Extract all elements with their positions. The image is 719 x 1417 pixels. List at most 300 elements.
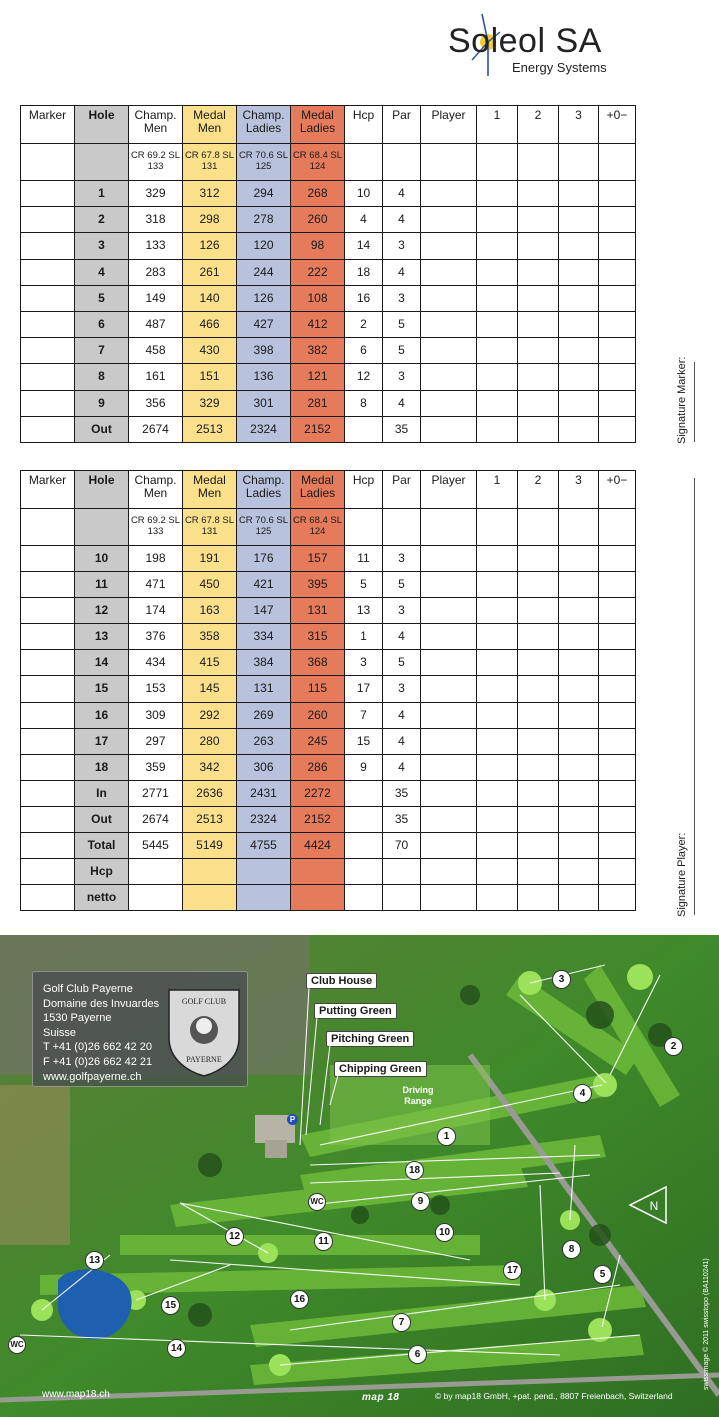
- score-entry-r1[interactable]: [477, 728, 518, 754]
- cell-par: 3: [383, 233, 421, 259]
- score-entry-r2[interactable]: [518, 207, 559, 233]
- cell-par: 5: [383, 311, 421, 337]
- score-entry-player[interactable]: [421, 390, 477, 416]
- hole-marker-10[interactable]: 10: [435, 1223, 454, 1242]
- score-entry-marker[interactable]: [21, 754, 75, 780]
- score-entry-r2[interactable]: [518, 806, 559, 832]
- score-entry-r1[interactable]: [477, 233, 518, 259]
- cell-medal-ladies: 382: [291, 338, 345, 364]
- cell-medal-men: 430: [183, 338, 237, 364]
- cell-par: 4: [383, 624, 421, 650]
- cell-hcp: 17: [345, 676, 383, 702]
- score-entry-r1[interactable]: [477, 859, 518, 885]
- cell-champ-men: 297: [129, 728, 183, 754]
- cell-medal-ladies: 157: [291, 546, 345, 572]
- hole-marker-16[interactable]: 16: [290, 1290, 309, 1309]
- cell-champ-ladies: 2324: [237, 416, 291, 442]
- cell-hole: 8: [75, 364, 129, 390]
- score-entry-player[interactable]: [421, 676, 477, 702]
- cell-champ-men: [129, 859, 183, 885]
- score-entry-r3[interactable]: [559, 390, 599, 416]
- club-fax: F +41 (0)26 662 42 21: [43, 1055, 153, 1068]
- score-entry-r1[interactable]: [477, 416, 518, 442]
- hole-row: [21, 259, 636, 285]
- cell-champ-men: 153: [129, 676, 183, 702]
- score-entry-r3[interactable]: [559, 546, 599, 572]
- score-entry-r3[interactable]: [559, 338, 599, 364]
- cell-par: 3: [383, 364, 421, 390]
- hole-marker-7[interactable]: 7: [392, 1313, 411, 1332]
- cell-par: [383, 885, 421, 911]
- cell-champ-ladies: 427: [237, 311, 291, 337]
- cell-medal-men: 450: [183, 572, 237, 598]
- signature-marker-label: Signature Marker:: [676, 356, 688, 444]
- score-entry-marker[interactable]: [21, 806, 75, 832]
- score-entry-plusminus[interactable]: [599, 728, 636, 754]
- score-entry-marker[interactable]: [21, 780, 75, 806]
- club-phone: T +41 (0)26 662 42 20: [43, 1041, 152, 1054]
- cell-hcp: 14: [345, 233, 383, 259]
- hole-marker-1[interactable]: 1: [437, 1127, 456, 1146]
- hole-row: [21, 285, 636, 311]
- score-entry-r3[interactable]: [559, 885, 599, 911]
- rating-empty-cell[interactable]: [421, 144, 477, 181]
- score-entry-plusminus[interactable]: [599, 833, 636, 859]
- cell-hole: 17: [75, 728, 129, 754]
- cell-hcp: 13: [345, 598, 383, 624]
- score-entry-r2[interactable]: [518, 572, 559, 598]
- score-entry-player[interactable]: [421, 233, 477, 259]
- score-entry-r3[interactable]: [559, 806, 599, 832]
- cell-champ-ladies: [237, 859, 291, 885]
- rating-empty-cell[interactable]: [21, 509, 75, 546]
- cell-medal-men: 140: [183, 285, 237, 311]
- score-entry-plusminus[interactable]: [599, 546, 636, 572]
- score-entry-plusminus[interactable]: [599, 754, 636, 780]
- score-entry-r2[interactable]: [518, 859, 559, 885]
- score-entry-marker[interactable]: [21, 728, 75, 754]
- score-entry-r1[interactable]: [477, 546, 518, 572]
- score-entry-plusminus[interactable]: [599, 859, 636, 885]
- score-entry-r1[interactable]: [477, 780, 518, 806]
- score-entry-marker[interactable]: [21, 390, 75, 416]
- score-entry-plusminus[interactable]: [599, 702, 636, 728]
- score-entry-r1[interactable]: [477, 259, 518, 285]
- score-entry-marker[interactable]: [21, 676, 75, 702]
- score-entry-player[interactable]: [421, 702, 477, 728]
- hole-marker-3[interactable]: 3: [552, 970, 571, 989]
- cell-medal-men: 2513: [183, 806, 237, 832]
- score-entry-r3[interactable]: [559, 285, 599, 311]
- score-entry-r3[interactable]: [559, 833, 599, 859]
- score-entry-player[interactable]: [421, 598, 477, 624]
- score-entry-marker[interactable]: [21, 833, 75, 859]
- hole-marker-11[interactable]: 11: [314, 1232, 333, 1251]
- score-entry-player[interactable]: [421, 207, 477, 233]
- hole-row: [21, 311, 636, 337]
- score-entry-r2[interactable]: [518, 546, 559, 572]
- cell-champ-men: 174: [129, 598, 183, 624]
- rating-empty-cell: [383, 509, 421, 546]
- score-entry-r1[interactable]: [477, 598, 518, 624]
- score-entry-r1[interactable]: [477, 676, 518, 702]
- cell-medal-ladies: 245: [291, 728, 345, 754]
- score-entry-plusminus[interactable]: [599, 572, 636, 598]
- score-entry-marker[interactable]: [21, 338, 75, 364]
- cell-hcp: 3: [345, 650, 383, 676]
- score-entry-plusminus[interactable]: [599, 259, 636, 285]
- score-entry-r1[interactable]: [477, 207, 518, 233]
- score-entry-marker[interactable]: [21, 416, 75, 442]
- score-entry-plusminus[interactable]: [599, 806, 636, 832]
- hole-row: [21, 885, 636, 911]
- score-entry-r3[interactable]: [559, 416, 599, 442]
- hole-marker-5[interactable]: 5: [593, 1265, 612, 1284]
- score-entry-plusminus[interactable]: [599, 207, 636, 233]
- cell-hole: In: [75, 780, 129, 806]
- score-entry-r3[interactable]: [559, 572, 599, 598]
- hole-row: [21, 650, 636, 676]
- cell-medal-ladies: 2152: [291, 806, 345, 832]
- hole-marker-8[interactable]: 8: [562, 1240, 581, 1259]
- cell-medal-ladies: 121: [291, 364, 345, 390]
- score-entry-plusminus[interactable]: [599, 885, 636, 911]
- score-entry-marker[interactable]: [21, 285, 75, 311]
- score-entry-plusminus[interactable]: [599, 233, 636, 259]
- score-entry-r1[interactable]: [477, 833, 518, 859]
- score-entry-r2[interactable]: [518, 181, 559, 207]
- column-header-par: Par: [383, 106, 421, 144]
- score-entry-r1[interactable]: [477, 390, 518, 416]
- cell-medal-men: 415: [183, 650, 237, 676]
- cell-par: 5: [383, 572, 421, 598]
- column-header-champ-ladies: Champ. Ladies: [237, 106, 291, 144]
- cell-hole: Hcp: [75, 859, 129, 885]
- score-entry-r3[interactable]: [559, 598, 599, 624]
- label-pitching-green[interactable]: Pitching Green: [326, 1031, 414, 1047]
- cell-champ-ladies: 278: [237, 207, 291, 233]
- score-entry-r2[interactable]: [518, 833, 559, 859]
- rating-empty-cell[interactable]: [518, 144, 559, 181]
- cell-champ-men: 283: [129, 259, 183, 285]
- score-entry-r1[interactable]: [477, 885, 518, 911]
- cell-par: 3: [383, 546, 421, 572]
- score-entry-r1[interactable]: [477, 338, 518, 364]
- cell-par: 35: [383, 416, 421, 442]
- score-entry-marker[interactable]: [21, 364, 75, 390]
- score-entry-r2[interactable]: [518, 728, 559, 754]
- cell-hcp: 4: [345, 207, 383, 233]
- cell-hole: 15: [75, 676, 129, 702]
- rating-medal-ladies: CR 68.4 SL 124: [291, 144, 345, 181]
- score-entry-r1[interactable]: [477, 624, 518, 650]
- label-driving-range[interactable]: Driving Range: [402, 1085, 434, 1106]
- score-entry-r2[interactable]: [518, 416, 559, 442]
- cell-hcp: [345, 416, 383, 442]
- hole-marker-2[interactable]: 2: [664, 1037, 683, 1056]
- score-entry-marker[interactable]: [21, 702, 75, 728]
- hole-row: [21, 676, 636, 702]
- column-header-marker: Marker: [21, 106, 75, 144]
- rating-empty-cell[interactable]: [599, 144, 636, 181]
- label-chipping-green[interactable]: Chipping Green: [334, 1061, 427, 1077]
- cell-hole: 12: [75, 598, 129, 624]
- hole-marker-18[interactable]: 18: [405, 1161, 424, 1180]
- hole-marker-14[interactable]: 14: [167, 1339, 186, 1358]
- parking-icon[interactable]: P: [287, 1114, 298, 1125]
- rating-empty-cell[interactable]: [559, 144, 599, 181]
- cell-champ-ladies: [237, 885, 291, 911]
- cell-champ-ladies: 306: [237, 754, 291, 780]
- club-website[interactable]: www.golfpayerne.ch: [43, 1070, 142, 1083]
- footer-copyright: © by map18 GmbH, +pat. pend., 8807 Freienbach, Switzerland: [435, 1391, 673, 1401]
- cell-champ-men: 329: [129, 181, 183, 207]
- score-entry-r2[interactable]: [518, 885, 559, 911]
- score-entry-player[interactable]: [421, 833, 477, 859]
- hole-marker-15[interactable]: 15: [161, 1296, 180, 1315]
- rating-empty-cell[interactable]: [21, 144, 75, 181]
- score-entry-r1[interactable]: [477, 702, 518, 728]
- rating-empty-cell[interactable]: [477, 509, 518, 546]
- hole-marker-13[interactable]: 13: [85, 1251, 104, 1270]
- cell-hole: Out: [75, 806, 129, 832]
- cell-champ-ladies: 4755: [237, 833, 291, 859]
- score-entry-marker[interactable]: [21, 650, 75, 676]
- score-entry-r2[interactable]: [518, 780, 559, 806]
- score-entry-r3[interactable]: [559, 207, 599, 233]
- cell-medal-men: 329: [183, 390, 237, 416]
- score-entry-plusminus[interactable]: [599, 285, 636, 311]
- score-entry-r3[interactable]: [559, 259, 599, 285]
- score-entry-marker[interactable]: [21, 598, 75, 624]
- score-entry-r2[interactable]: [518, 233, 559, 259]
- score-entry-r2[interactable]: [518, 259, 559, 285]
- hole-row: [21, 390, 636, 416]
- score-entry-r1[interactable]: [477, 364, 518, 390]
- cell-hole: 6: [75, 311, 129, 337]
- wc-marker-clubhouse[interactable]: WC: [308, 1193, 326, 1211]
- score-entry-r3[interactable]: [559, 650, 599, 676]
- cell-champ-men: 161: [129, 364, 183, 390]
- score-entry-r2[interactable]: [518, 676, 559, 702]
- cell-medal-men: 298: [183, 207, 237, 233]
- cell-hcp: 16: [345, 285, 383, 311]
- hole-row: [21, 806, 636, 832]
- score-entry-player[interactable]: [421, 806, 477, 832]
- score-entry-marker[interactable]: [21, 311, 75, 337]
- column-header-r3: 3: [559, 106, 599, 144]
- score-entry-player[interactable]: [421, 181, 477, 207]
- signature-player-line[interactable]: [694, 478, 695, 915]
- cell-champ-men: 149: [129, 285, 183, 311]
- score-entry-player[interactable]: [421, 364, 477, 390]
- score-entry-plusminus[interactable]: [599, 364, 636, 390]
- rating-empty-cell: [345, 144, 383, 181]
- cell-medal-men: 342: [183, 754, 237, 780]
- score-entry-r2[interactable]: [518, 754, 559, 780]
- cell-champ-ladies: 120: [237, 233, 291, 259]
- score-entry-player[interactable]: [421, 650, 477, 676]
- score-entry-r2[interactable]: [518, 311, 559, 337]
- cell-champ-men: 356: [129, 390, 183, 416]
- score-entry-r3[interactable]: [559, 754, 599, 780]
- score-entry-r3[interactable]: [559, 181, 599, 207]
- column-header-player: Player: [421, 471, 477, 509]
- score-entry-player[interactable]: [421, 546, 477, 572]
- hole-row: [21, 207, 636, 233]
- score-entry-marker[interactable]: [21, 546, 75, 572]
- footer-url[interactable]: www.map18.ch: [42, 1389, 110, 1400]
- score-entry-plusminus[interactable]: [599, 780, 636, 806]
- score-entry-marker[interactable]: [21, 181, 75, 207]
- score-entry-r2[interactable]: [518, 702, 559, 728]
- score-entry-marker[interactable]: [21, 259, 75, 285]
- score-entry-plusminus[interactable]: [599, 311, 636, 337]
- rating-empty-cell[interactable]: [559, 509, 599, 546]
- score-entry-r1[interactable]: [477, 754, 518, 780]
- score-entry-r3[interactable]: [559, 728, 599, 754]
- label-putting-green[interactable]: Putting Green: [314, 1003, 397, 1019]
- score-entry-r1[interactable]: [477, 806, 518, 832]
- score-entry-r2[interactable]: [518, 650, 559, 676]
- cell-champ-men: 359: [129, 754, 183, 780]
- cell-medal-ladies: 412: [291, 311, 345, 337]
- score-entry-r3[interactable]: [559, 780, 599, 806]
- score-entry-marker[interactable]: [21, 207, 75, 233]
- score-entry-plusminus[interactable]: [599, 598, 636, 624]
- score-entry-marker[interactable]: [21, 885, 75, 911]
- rating-champ-men: CR 69.2 SL 133: [129, 509, 183, 546]
- score-entry-player[interactable]: [421, 624, 477, 650]
- score-entry-player[interactable]: [421, 754, 477, 780]
- cell-champ-ladies: 384: [237, 650, 291, 676]
- footer-brand: map 18: [362, 1392, 400, 1403]
- score-entry-player[interactable]: [421, 311, 477, 337]
- score-entry-plusminus[interactable]: [599, 181, 636, 207]
- score-entry-marker[interactable]: [21, 859, 75, 885]
- cell-hcp: 2: [345, 311, 383, 337]
- rating-empty-cell[interactable]: [421, 509, 477, 546]
- column-header-medal-men: Medal Men: [183, 106, 237, 144]
- score-entry-marker[interactable]: [21, 624, 75, 650]
- scorecard-back-nine: [20, 470, 636, 911]
- score-entry-r1[interactable]: [477, 181, 518, 207]
- score-entry-r3[interactable]: [559, 702, 599, 728]
- cell-hcp: 5: [345, 572, 383, 598]
- score-entry-player[interactable]: [421, 885, 477, 911]
- rating-empty-cell[interactable]: [477, 144, 518, 181]
- column-header-hole: Hole: [75, 471, 129, 509]
- cell-champ-ladies: 176: [237, 546, 291, 572]
- score-entry-marker[interactable]: [21, 233, 75, 259]
- score-entry-r1[interactable]: [477, 650, 518, 676]
- rating-champ-ladies: CR 70.6 SL 125: [237, 144, 291, 181]
- cell-medal-men: 466: [183, 311, 237, 337]
- score-entry-r3[interactable]: [559, 311, 599, 337]
- score-entry-r3[interactable]: [559, 624, 599, 650]
- image-credit: swissimage © 2011 swisstopo (BA110241): [703, 1258, 710, 1390]
- signature-marker-line[interactable]: [694, 362, 695, 442]
- hole-marker-12[interactable]: 12: [225, 1227, 244, 1246]
- score-entry-r2[interactable]: [518, 338, 559, 364]
- score-entry-plusminus[interactable]: [599, 650, 636, 676]
- score-entry-plusminus[interactable]: [599, 416, 636, 442]
- rating-empty-cell[interactable]: [599, 509, 636, 546]
- score-entry-r2[interactable]: [518, 364, 559, 390]
- score-entry-player[interactable]: [421, 285, 477, 311]
- cell-medal-ladies: [291, 859, 345, 885]
- score-entry-player[interactable]: [421, 416, 477, 442]
- score-entry-r3[interactable]: [559, 233, 599, 259]
- emblem-bottom-text: PAYERNE: [186, 1055, 222, 1064]
- score-entry-player[interactable]: [421, 728, 477, 754]
- cell-champ-ladies: 136: [237, 364, 291, 390]
- club-city: 1530 Payerne: [43, 1012, 112, 1025]
- score-entry-player[interactable]: [421, 572, 477, 598]
- course-map: [0, 935, 719, 1417]
- scorecard-front-nine: [20, 105, 636, 443]
- score-entry-r2[interactable]: [518, 285, 559, 311]
- cell-hole: Total: [75, 833, 129, 859]
- score-entry-player[interactable]: [421, 259, 477, 285]
- column-header-medal-men: Medal Men: [183, 471, 237, 509]
- score-entry-plusminus[interactable]: [599, 676, 636, 702]
- cell-champ-ladies: 334: [237, 624, 291, 650]
- score-entry-r2[interactable]: [518, 624, 559, 650]
- score-entry-r1[interactable]: [477, 572, 518, 598]
- cell-champ-men: 318: [129, 207, 183, 233]
- hole-marker-6[interactable]: 6: [408, 1345, 427, 1364]
- cell-medal-ladies: 395: [291, 572, 345, 598]
- score-entry-player[interactable]: [421, 338, 477, 364]
- hole-marker-17[interactable]: 17: [503, 1261, 522, 1280]
- cell-champ-ladies: 2324: [237, 806, 291, 832]
- north-letter: N: [649, 1199, 659, 1213]
- score-entry-r1[interactable]: [477, 285, 518, 311]
- column-header-hcp: Hcp: [345, 471, 383, 509]
- cell-par: 35: [383, 780, 421, 806]
- score-entry-r3[interactable]: [559, 676, 599, 702]
- cell-par: 5: [383, 338, 421, 364]
- score-entry-plusminus[interactable]: [599, 624, 636, 650]
- score-entry-r2[interactable]: [518, 390, 559, 416]
- score-entry-player[interactable]: [421, 780, 477, 806]
- hole-row: [21, 416, 636, 442]
- score-entry-r3[interactable]: [559, 859, 599, 885]
- cell-champ-men: 133: [129, 233, 183, 259]
- hole-row: [21, 702, 636, 728]
- rating-empty-cell[interactable]: [518, 509, 559, 546]
- score-entry-plusminus[interactable]: [599, 338, 636, 364]
- column-header-plusminus: +0−: [599, 471, 636, 509]
- score-entry-r1[interactable]: [477, 311, 518, 337]
- score-entry-r3[interactable]: [559, 364, 599, 390]
- hole-marker-4[interactable]: 4: [573, 1084, 592, 1103]
- cell-champ-ladies: 126: [237, 285, 291, 311]
- hole-marker-9[interactable]: 9: [411, 1192, 430, 1211]
- cell-medal-ladies: 315: [291, 624, 345, 650]
- score-entry-player[interactable]: [421, 859, 477, 885]
- cell-hcp: 18: [345, 259, 383, 285]
- score-entry-marker[interactable]: [21, 572, 75, 598]
- cell-champ-men: 198: [129, 546, 183, 572]
- cell-medal-men: 145: [183, 676, 237, 702]
- label-club-house[interactable]: Club House: [306, 973, 377, 989]
- score-entry-r2[interactable]: [518, 598, 559, 624]
- score-entry-plusminus[interactable]: [599, 390, 636, 416]
- wc-marker-course[interactable]: WC: [8, 1336, 26, 1354]
- column-header-champ-men: Champ. Men: [129, 106, 183, 144]
